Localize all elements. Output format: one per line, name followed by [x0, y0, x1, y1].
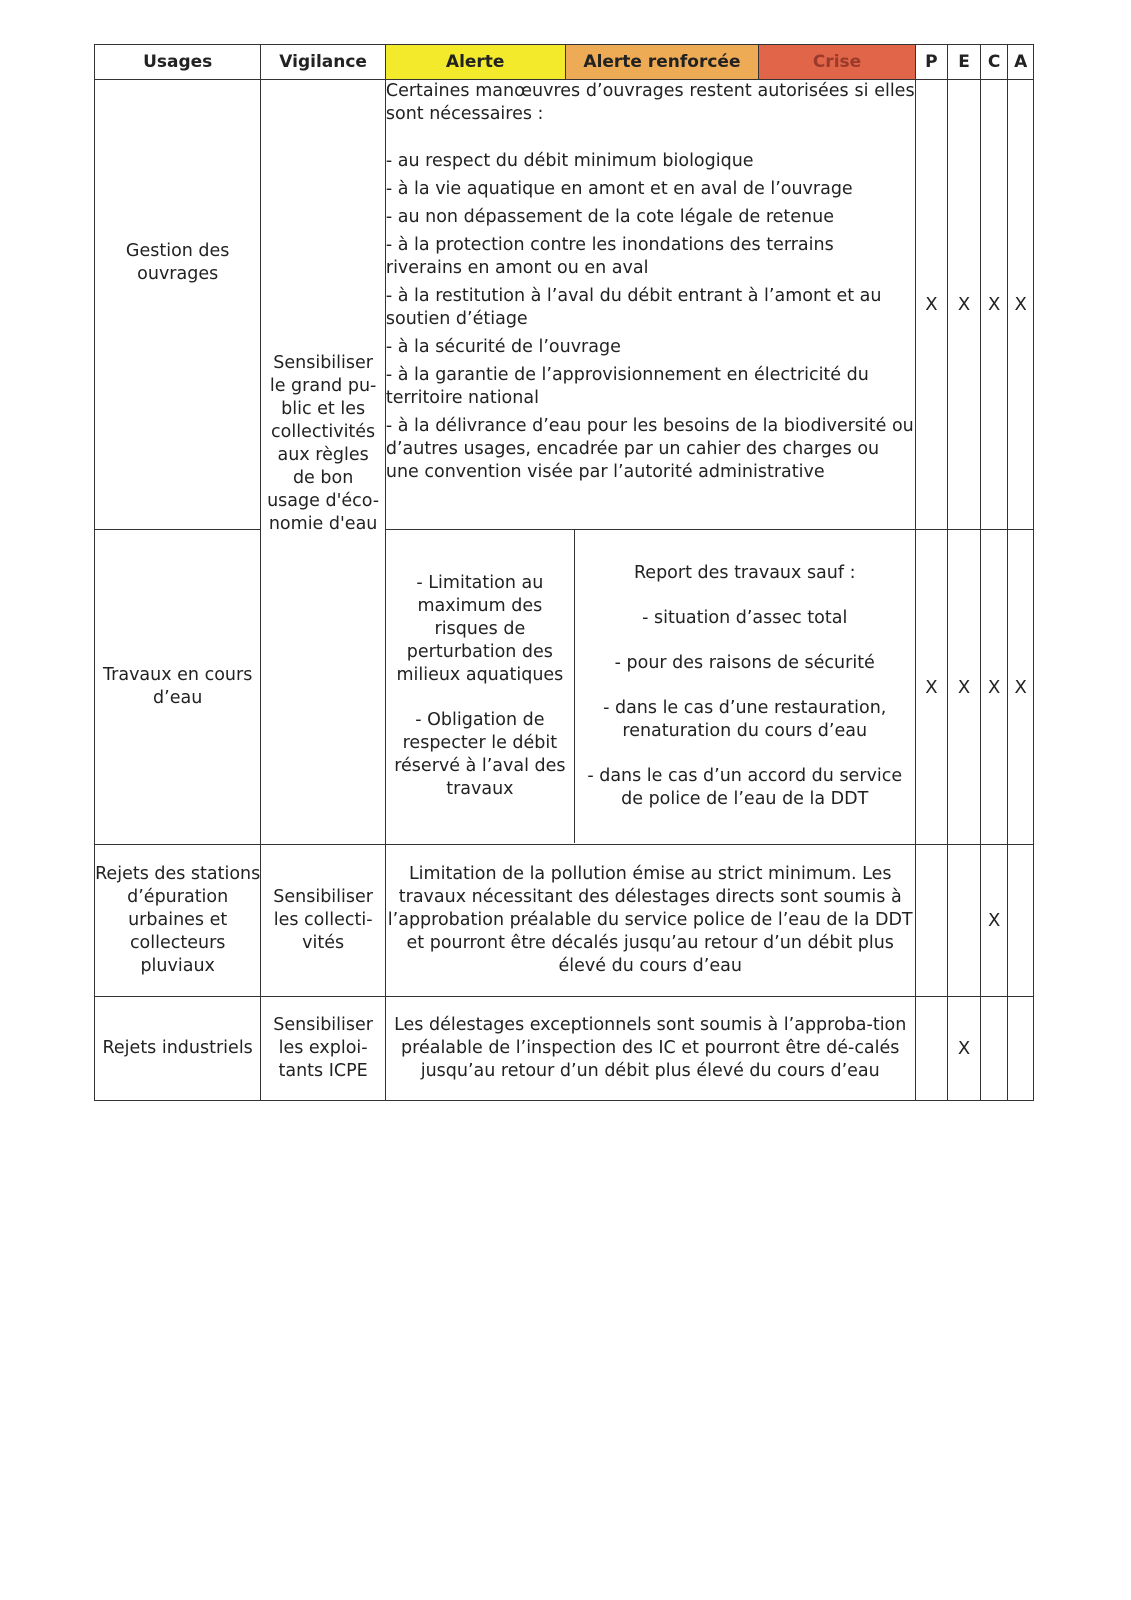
travaux-inner-table	[386, 530, 915, 843]
header-usages: Usages	[95, 45, 261, 80]
measure-cell-ouvrages	[385, 80, 915, 530]
mark-p: X	[915, 530, 948, 845]
header-alerte: Alerte	[385, 45, 565, 80]
header-vigilance: Vigilance	[261, 45, 386, 80]
vigilance-shared-text: Sensibiliser le grand pu-blic et les collectivités aux règles de bon usage d'éco-nomie d'eau	[267, 353, 380, 534]
list-item: - à la délivrance d’eau pour les besoins de la biodiversité ou d’autres usages, encadrée par un cahier des charges ou une convention visée par l’autorité administrative	[385, 416, 914, 482]
usage-cell: Rejets des stations d’épuration urbaines et collecteurs pluviaux	[95, 845, 261, 997]
measure-cell-stations: Limitation de la pollution émise au strict minimum. Les travaux nécessitant des délestages directs sont soumis à l’approbation préalable du service police de l’eau de la DDT et pourront être décalés jusqu’au retour d’un débit plus élevé du cours d’eau	[385, 845, 915, 997]
travaux-alerte-text-2: - Obligation de respecter le débit réservé à l’aval des travaux	[394, 710, 566, 799]
travaux-alerte-text-1: - Limitation au maximum des risques de perturbation des milieux aquatiques	[396, 573, 564, 685]
header-row	[95, 45, 1034, 80]
mark-e: X	[948, 997, 981, 1101]
table-row-travaux	[95, 530, 1034, 845]
measure-intro: Certaines manœuvres d’ouvrages restent autorisées si elles sont nécessaires :	[385, 81, 915, 124]
mark-c: X	[980, 530, 1008, 845]
mark-e: X	[948, 80, 981, 530]
measure-cell-industriels: Les délestages exceptionnels sont soumis à l’approba-tion préalable de l’inspection des IC et pourront être dé-calés jusqu’au retour d’un débit plus élevé du cours d’eau	[385, 997, 915, 1101]
list-item: - à la restitution à l’aval du débit entrant à l’amont et au soutien d’étiage	[385, 286, 882, 329]
header-a: A	[1008, 45, 1034, 80]
header-p: P	[915, 45, 948, 80]
mark-a	[1008, 845, 1034, 997]
mark-c: X	[980, 845, 1008, 997]
list-item: - à la garantie de l’approvisionnement en électricité du territoire national	[385, 365, 869, 408]
header-alerte-renforcee: Alerte renforcée	[565, 45, 759, 80]
mark-p	[915, 997, 948, 1101]
list-item: - situation d’assec total	[642, 608, 848, 628]
list-item: - dans le cas d’une restauration, renaturation du cours d’eau	[603, 698, 887, 741]
list-item: - à la sécurité de l’ouvrage	[385, 337, 621, 357]
travaux-report-cell	[574, 530, 914, 843]
usage-cell: Travaux en cours d’eau	[95, 530, 261, 845]
mark-p	[915, 845, 948, 997]
usage-cell: Rejets industriels	[95, 997, 261, 1101]
list-item: - à la protection contre les inondations des terrains riverains en amont ou en aval	[385, 235, 834, 278]
mark-e: X	[948, 530, 981, 845]
travaux-alerte-cell	[386, 530, 575, 843]
mark-a	[1008, 997, 1034, 1101]
vigilance-shared-cell	[261, 80, 386, 845]
list-item: - dans le cas d’un accord du service de police de l’eau de la DDT	[587, 766, 903, 809]
report-title: Report des travaux sauf :	[633, 563, 856, 583]
header-crise: Crise	[759, 45, 915, 80]
header-c: C	[980, 45, 1008, 80]
vigilance-cell: Sensibiliser les collecti-vités	[261, 845, 386, 997]
mark-a: X	[1008, 80, 1034, 530]
mark-c: X	[980, 80, 1008, 530]
table-row-rejets-industriels	[95, 997, 1034, 1101]
list-item: - au respect du débit minimum biologique	[385, 151, 754, 171]
list-item: - à la vie aquatique en amont et en aval de l’ouvrage	[385, 179, 853, 199]
measure-cell-travaux	[385, 530, 915, 845]
header-e: E	[948, 45, 981, 80]
table-row-gestion-ouvrages	[95, 80, 1034, 530]
vigilance-cell: Sensibiliser les exploi-tants ICPE	[261, 997, 386, 1101]
usage-cell: Gestion des ouvrages	[95, 80, 261, 530]
mark-p: X	[915, 80, 948, 530]
mark-a: X	[1008, 530, 1034, 845]
restrictions-table	[94, 44, 1034, 1101]
mark-e	[948, 845, 981, 997]
mark-c	[980, 997, 1008, 1101]
list-item: - pour des raisons de sécurité	[614, 653, 875, 673]
table-row-rejets-stations	[95, 845, 1034, 997]
list-item: - au non dépassement de la cote légale de retenue	[385, 207, 834, 227]
